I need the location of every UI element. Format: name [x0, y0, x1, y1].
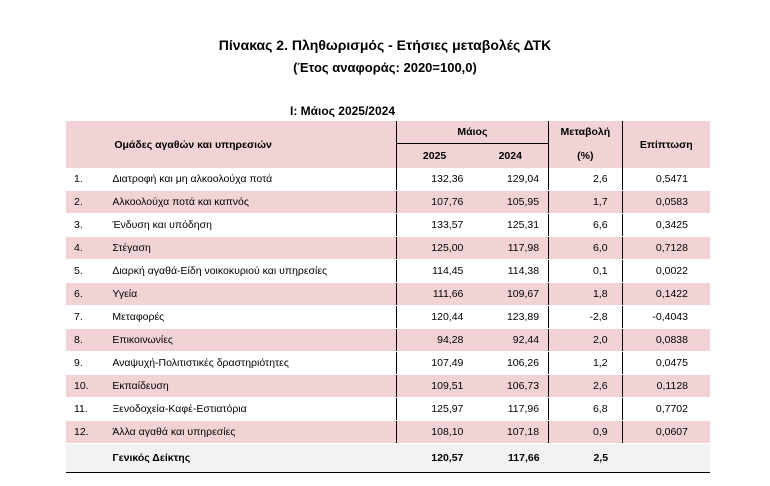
- table-row: [66, 306, 710, 329]
- header-year-2025: 2025: [396, 144, 472, 169]
- total-value-2025: 120,57: [396, 444, 472, 473]
- header-row-1: [66, 121, 710, 144]
- section-title: I: Μάιος 2025/2024: [290, 104, 395, 118]
- row-group-name: Ξενοδοχεία-Καφέ-Εστιατόρια: [112, 398, 396, 421]
- row-number: 7.: [66, 306, 112, 329]
- row-number: 6.: [66, 283, 112, 306]
- row-group-name: Επικοινωνίες: [112, 329, 396, 352]
- row-weight: 0,5471: [622, 168, 710, 191]
- header-month: Μάιος: [396, 121, 548, 144]
- total-value-2024: 117,66: [472, 444, 548, 473]
- row-value-2025: 94,28: [396, 329, 472, 352]
- row-group-name: Αναψυχή-Πολιτιστικές δραστηριότητες: [112, 352, 396, 375]
- row-value-2025: 132,36: [396, 168, 472, 191]
- table-row: [66, 237, 710, 260]
- table-subtitle: (Έτος αναφοράς: 2020=100,0): [293, 60, 477, 75]
- inflation-table: [66, 121, 710, 473]
- row-change: 0,9: [549, 421, 622, 444]
- row-value-2024: 92,44: [472, 329, 548, 352]
- row-number: 1.: [66, 168, 112, 191]
- row-value-2024: 129,04: [472, 168, 548, 191]
- table-row: [66, 421, 710, 444]
- row-value-2024: 123,89: [472, 306, 548, 329]
- row-value-2025: 125,00: [396, 237, 472, 260]
- row-change: 6,8: [549, 398, 622, 421]
- row-value-2024: 106,73: [472, 375, 548, 398]
- row-group-name: Εκπαίδευση: [112, 375, 396, 398]
- row-weight: 0,1128: [622, 375, 710, 398]
- row-weight: 0,7128: [622, 237, 710, 260]
- row-value-2024: 125,31: [472, 214, 548, 237]
- table-row: [66, 168, 710, 191]
- row-change: -2,8: [549, 306, 622, 329]
- row-change: 6,6: [549, 214, 622, 237]
- row-change: 2,6: [549, 375, 622, 398]
- row-value-2025: 108,10: [396, 421, 472, 444]
- total-weight-cell: [622, 444, 710, 473]
- row-value-2025: 114,45: [396, 260, 472, 283]
- row-value-2025: 120,44: [396, 306, 472, 329]
- row-number: 3.: [66, 214, 112, 237]
- row-weight: 0,1422: [622, 283, 710, 306]
- row-value-2024: 109,67: [472, 283, 548, 306]
- row-value-2024: 105,95: [472, 191, 548, 214]
- row-weight: 0,0583: [622, 191, 710, 214]
- row-number: 11.: [66, 398, 112, 421]
- row-weight: -0,4043: [622, 306, 710, 329]
- row-value-2024: 106,26: [472, 352, 548, 375]
- total-num-cell: [66, 444, 112, 473]
- row-value-2025: 111,66: [396, 283, 472, 306]
- row-weight: 0,0022: [622, 260, 710, 283]
- row-group-name: Διαρκή αγαθά-Είδη νοικοκυριού και υπηρεσίες: [112, 260, 396, 283]
- row-change: 1,7: [549, 191, 622, 214]
- row-change: 1,8: [549, 283, 622, 306]
- row-value-2025: 107,76: [396, 191, 472, 214]
- row-change: 6,0: [549, 237, 622, 260]
- row-value-2024: 114,38: [472, 260, 548, 283]
- row-value-2024: 107,18: [472, 421, 548, 444]
- row-value-2025: 125,97: [396, 398, 472, 421]
- table-row: [66, 329, 710, 352]
- row-group-name: Ένδυση και υπόδηση: [112, 214, 396, 237]
- row-value-2024: 117,96: [472, 398, 548, 421]
- table-row: [66, 352, 710, 375]
- row-number: 4.: [66, 237, 112, 260]
- row-group-name: Στέγαση: [112, 237, 396, 260]
- row-group-name: Μεταφορές: [112, 306, 396, 329]
- table-row: [66, 191, 710, 214]
- table-row: [66, 398, 710, 421]
- row-change: 2,6: [549, 168, 622, 191]
- row-number: 9.: [66, 352, 112, 375]
- header-groups: Ομάδες αγαθών και υπηρεσιών: [112, 121, 396, 168]
- header-num-cell: [66, 121, 112, 168]
- row-change: 2,0: [549, 329, 622, 352]
- table-row: [66, 375, 710, 398]
- row-group-name: Αλκοολούχα ποτά και καπνός: [112, 191, 396, 214]
- total-label: Γενικός Δείκτης: [112, 444, 396, 473]
- row-number: 8.: [66, 329, 112, 352]
- row-group-name: Διατροφή και μη αλκοολούχα ποτά: [112, 168, 396, 191]
- row-weight: 0,7702: [622, 398, 710, 421]
- row-number: 2.: [66, 191, 112, 214]
- row-weight: 0,0475: [622, 352, 710, 375]
- row-value-2025: 109,51: [396, 375, 472, 398]
- total-change: 2,5: [549, 444, 622, 473]
- table-row: [66, 214, 710, 237]
- row-value-2024: 117,98: [472, 237, 548, 260]
- row-weight: 0,0607: [622, 421, 710, 444]
- row-change: 1,2: [549, 352, 622, 375]
- row-value-2025: 133,57: [396, 214, 472, 237]
- row-group-name: Υγεία: [112, 283, 396, 306]
- row-weight: 0,0838: [622, 329, 710, 352]
- table-row: [66, 260, 710, 283]
- header-year-2024: 2024: [472, 144, 548, 169]
- row-number: 12.: [66, 421, 112, 444]
- row-value-2025: 107,49: [396, 352, 472, 375]
- row-group-name: Άλλα αγαθά και υπηρεσίες: [112, 421, 396, 444]
- row-weight: 0,3425: [622, 214, 710, 237]
- header-change: Μεταβολή: [549, 121, 622, 144]
- total-row: [66, 444, 710, 473]
- row-number: 10.: [66, 375, 112, 398]
- header-change-unit: (%): [549, 144, 622, 169]
- header-weight: Επίπτωση: [622, 121, 710, 168]
- table-title: Πίνακας 2. Πληθωρισμός - Ετήσιες μεταβολές ΔΤΚ: [218, 37, 552, 53]
- table-row: [66, 283, 710, 306]
- row-number: 5.: [66, 260, 112, 283]
- row-change: 0,1: [549, 260, 622, 283]
